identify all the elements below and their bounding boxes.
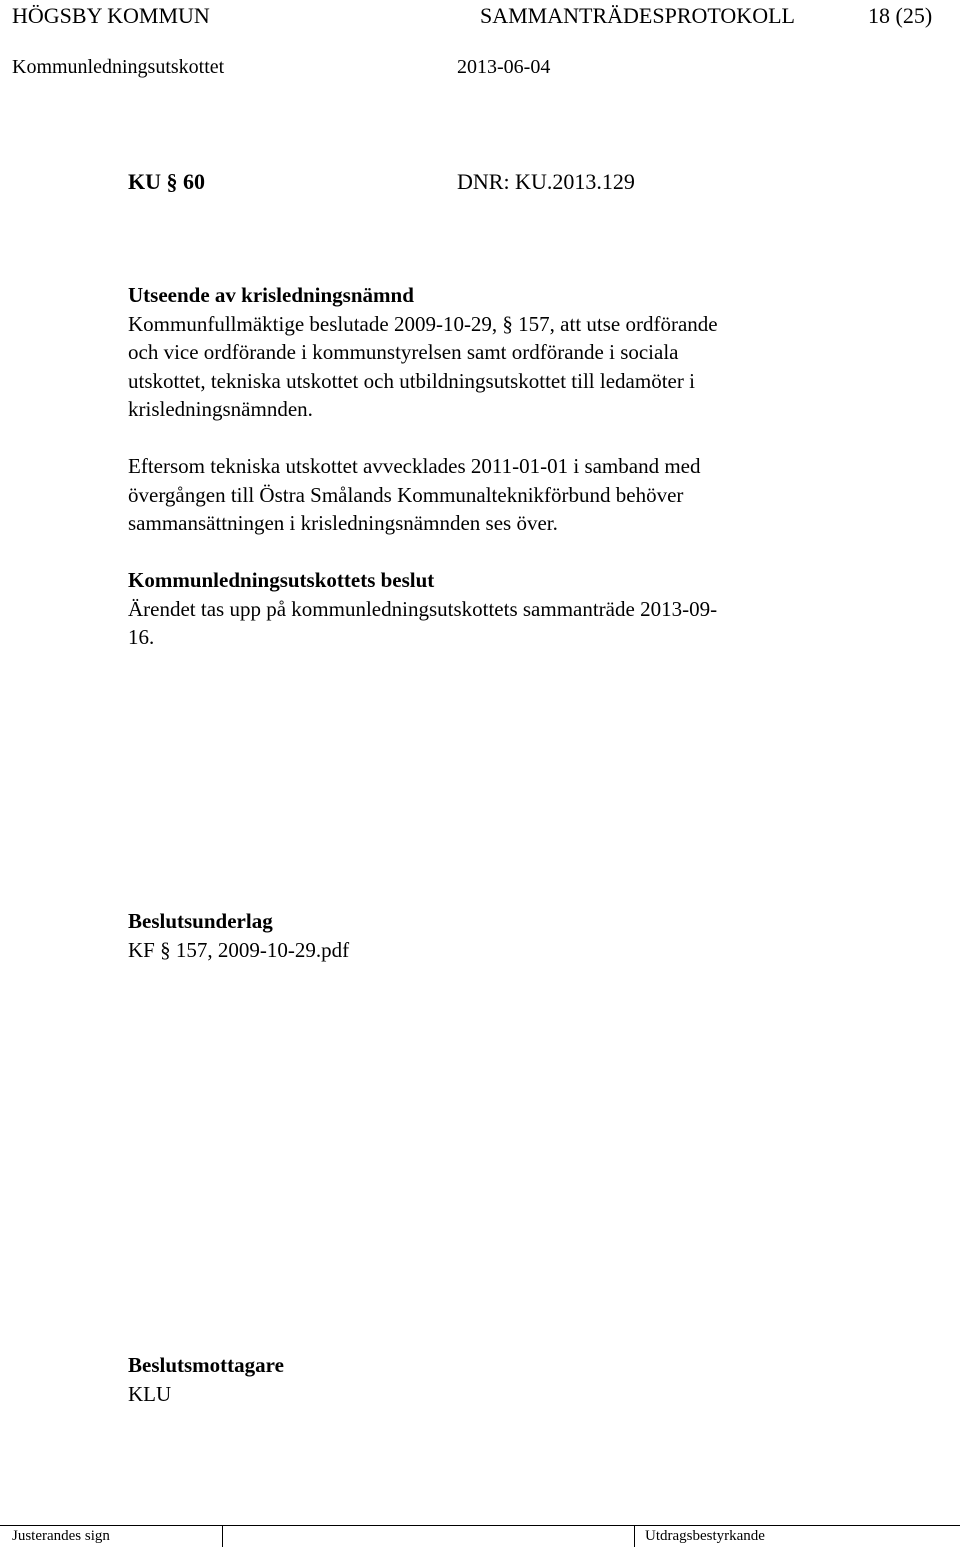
paragraph-line: Eftersom tekniska utskottet avvecklades 2011-01-01 i samband med xyxy=(128,454,701,478)
basis-attachment: KF § 157, 2009-10-29.pdf xyxy=(128,937,350,962)
section-block xyxy=(128,281,828,424)
paragraph-line: Kommunfullmäktige beslutade 2009-10-29, § 157, att utse ordförande xyxy=(128,311,718,336)
recipients-list: KLU xyxy=(128,1381,172,1406)
case-dnr: DNR: KU.2013.129 xyxy=(457,169,635,194)
municipality-name: HÖGSBY KOMMUN xyxy=(12,3,210,28)
paragraph-line: krisledningsnämnden. xyxy=(128,397,313,422)
document-type: SAMMANTRÄDESPROTOKOLL xyxy=(480,3,795,28)
paragraph-line: och vice ordförande i kommunstyrelsen samt ordförande i sociala xyxy=(128,340,679,365)
basis-heading: Beslutsunderlag xyxy=(128,909,273,933)
committee-name: Kommunledningsutskottet xyxy=(12,56,225,78)
section-title: Utseende av krisledningsnämnd xyxy=(128,283,414,307)
basis-block xyxy=(128,907,828,964)
meeting-date: 2013-06-04 xyxy=(457,56,551,78)
paragraph-line: utskottet, tekniska utskottet och utbildningsutskottet till ledamöter i xyxy=(128,368,695,393)
decision-line: Ärendet tas upp på kommunledningsutskottets sammanträde 2013-09- xyxy=(128,596,718,621)
decision-block xyxy=(128,566,828,652)
signer-label: Justerandes sign xyxy=(12,1528,110,1544)
paragraph-line: sammansättningen i krisledningsnämnden ses över. xyxy=(128,511,558,536)
footer-separator xyxy=(634,1525,635,1547)
recipients-block xyxy=(128,1351,828,1408)
decision-heading: Kommunledningsutskottets beslut xyxy=(128,568,435,592)
footer-divider xyxy=(0,1525,960,1526)
page-number: 18 (25) xyxy=(868,3,933,28)
recipients-heading: Beslutsmottagare xyxy=(128,1353,284,1377)
extract-label: Utdragsbestyrkande xyxy=(645,1528,765,1544)
case-reference: KU § 60 xyxy=(128,169,205,194)
footer-separator xyxy=(222,1525,223,1547)
decision-line: 16. xyxy=(128,625,155,650)
paragraph-line: övergången till Östra Smålands Kommunalteknikförbund behöver xyxy=(128,482,684,507)
paragraph-block xyxy=(128,452,828,538)
